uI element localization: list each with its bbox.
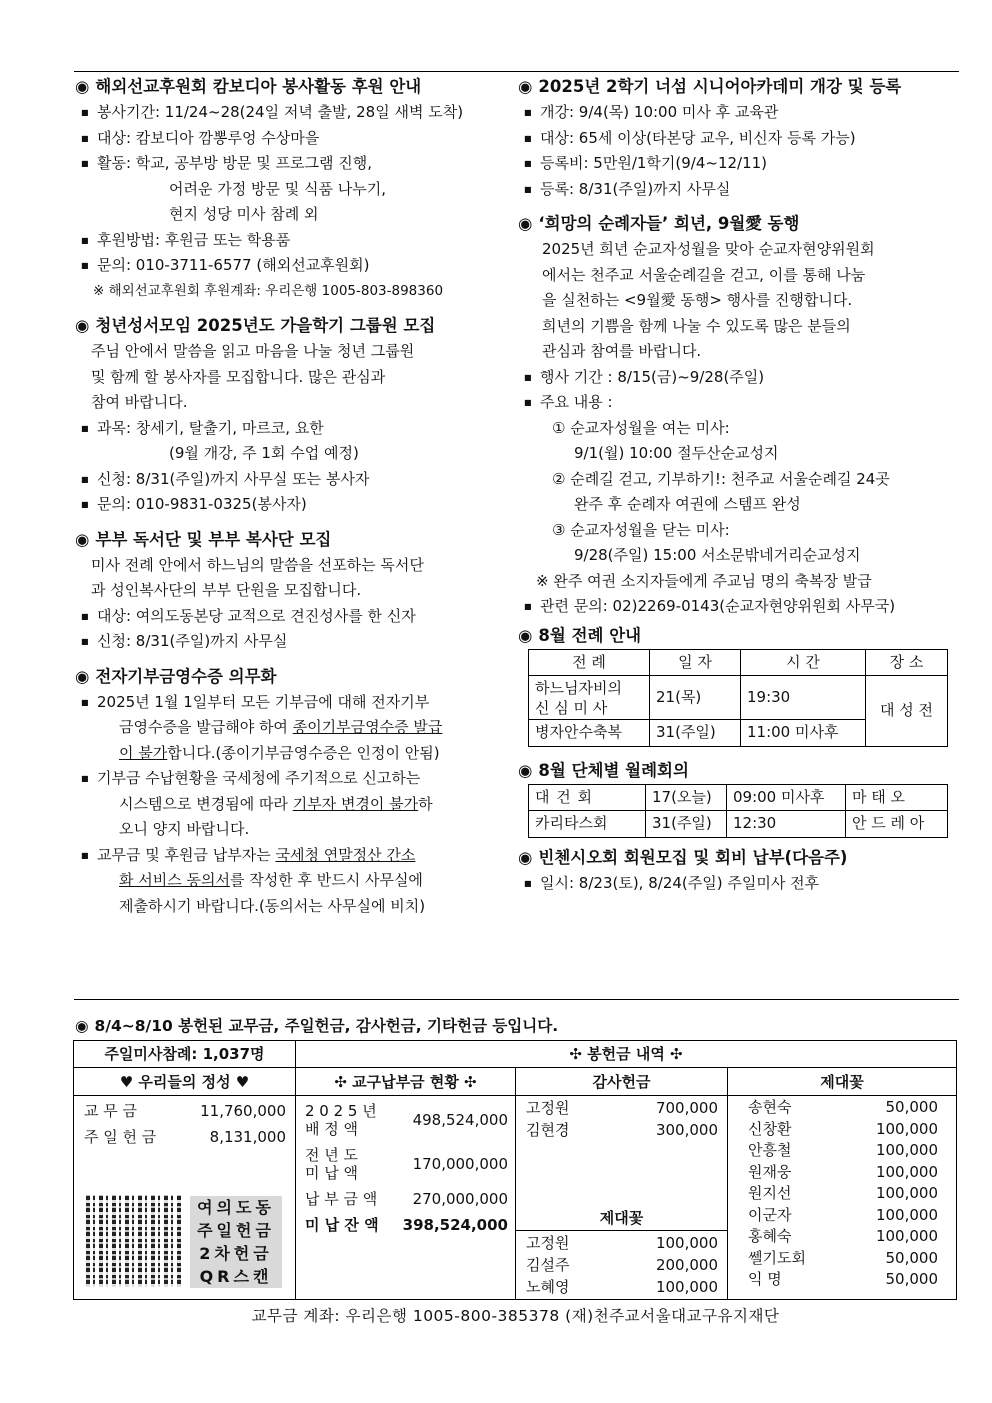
underlined-text: 화 서비스 동의서 (119, 871, 230, 889)
item-value: 100,000 (875, 1141, 938, 1159)
diocese-title: ✣ 교구납부금 현황 ✣ (334, 1073, 477, 1091)
paragraph-line: 및 함께 할 봉사자를 모집합니다. 많은 관심과 (91, 367, 386, 386)
item-name: 고정원 (526, 1099, 570, 1117)
qr-label-line: 2차헌금 (199, 1244, 273, 1263)
section-senior-academy: ◉ 2025년 2학기 너섬 시니어아카데미 개강 및 등록 ■ 개강: 9/4(목) 10:00 미사 후 교육관 ■ 대상: 65세 이상(타본당 교우, 비신자 등록 가능) ■ 등록비: 5만원/1학기(9/4~12/11) ■ 등록: 8/31(주일)까지 사무실 (518, 73, 963, 202)
list-item: ■ 활동: 학교, 공부방 방문 및 프로그램 진행, (75, 151, 520, 177)
section-liturgy: ◉ 8월 전례 안내 전 례 일 자 시 간 장 소 하느님자비의 신 심 미 사 21(목) 19:30 대 성 전 병자안수축복 31(주일) 11:00 미사후 (518, 622, 963, 747)
item-label: 납 부 금 액 (305, 1190, 378, 1208)
meetings-table (528, 784, 948, 838)
list-item-cont: 현지 성당 미사 참례 외 (169, 205, 319, 223)
list-item (305, 1142, 508, 1186)
list-item (748, 1119, 938, 1141)
item-name: 익 명 (748, 1270, 782, 1288)
table-cell: 대 건 회 (529, 784, 646, 811)
ours-title: ♥ 우리들의 정성 ♥ (119, 1073, 250, 1091)
top-rule (74, 71, 959, 72)
altar2-list (748, 1097, 938, 1291)
list-item (748, 1269, 938, 1291)
item-label: 미 납 잔 액 (305, 1216, 379, 1234)
section-pilgrims: ◉ ‘희망의 순례자들’ 희년, 9월愛 동행 2025년 희년 순교자성월을 맞아 순교자현양위원회 에서는 천주교 서울순례길을 걷고, 이를 통해 나눔 을 실천하는 <9월愛 동행> 행사를 진행합니다. 희년의 기쁨을 함께 나눌 수 있도록 많은 분들의 관심과 참여를 바랍니다. ■ 행사 기간 : 8/15(금)~9/28(주일) ■ 주요 내용 : ① 순교자성월을 여는 미사: 9/1(월) 10:00 절두산순교성지 ② 순례길 걷고, 기부하기!: 천주교 서울순례길 24곳 완주 후 순례자 여권에 스템프 완성 ③ 순교자성월을 닫는 미사: 9/28(주일) 15:00 서소문밖네거리순교성지 ※ 완주 여권 소지자들에게 주교님 명의 축복장 발급 ■ 관련 문의: 02)2269-0143(순교자현양위원회 사무국) (518, 210, 963, 620)
list-item: ■ 과목: 창세기, 탈출기, 마르코, 요한 (75, 416, 520, 442)
table-header: 시 간 (741, 649, 866, 676)
table-cell: 병자안수축복 (529, 720, 650, 747)
section-vincent: ◉ 빈첸시오회 회원모집 및 회비 납부(다음주) ■ 일시: 8/23(토), 8/24(주일) 주일미사 전후 (518, 844, 963, 897)
section-title: 8월 전례 안내 (538, 625, 642, 645)
section-title: 빈첸시오회 회원모집 및 회비 납부(다음주) (538, 847, 848, 867)
list-item: ■ 봉사기간: 11/24~28(24일 저녁 출발, 28일 새벽 도착) (75, 100, 520, 126)
item-name: 고정원 (526, 1234, 570, 1252)
list-item-cont (75, 741, 520, 767)
list-item: ■ 대상: 캄보디아 깜뽕루엉 수상마을 (75, 126, 520, 152)
left-column (75, 73, 520, 919)
sub-item: ② 순례길 걷고, 기부하기!: 천주교 서울순례길 24곳 (552, 469, 890, 488)
altar1-list (526, 1232, 718, 1298)
altar2-title: 제대꽃 (820, 1073, 864, 1091)
list-item-cont: 오니 양지 바랍니다. (119, 820, 250, 838)
item-name: 송현숙 (748, 1098, 792, 1116)
table-header: 일 자 (650, 649, 741, 676)
table-cell: 12:30 (727, 811, 846, 838)
divider (515, 1067, 516, 1299)
item-name: 노혜영 (526, 1278, 570, 1296)
item-value: 300,000 (655, 1121, 718, 1139)
section-cambodia: ◉ 해외선교후원회 캄보디아 봉사활동 후원 안내 ■ 봉사기간: 11/24~28(24일 저녁 출발, 28일 새벽 도착) ■ 대상: 캄보디아 깜뽕루엉 수상마을 ■ 활동: 학교, 공부방 방문 및 프로그램 진행, 어려운 가정 방문 및 식품 나누기, 현지 성당 미사 참례 외 ■ 후원방법: 후원금 또는 학용품 ■ 문의: 010-3711-6577 (해외선교후원회) ※ 해외선교후원회 후원계좌: 우리은행 1005-803-898360 (75, 73, 520, 304)
list-item (526, 1254, 718, 1276)
note: ※ 완주 여권 소지자들에게 주교님 명의 축복장 발급 (536, 571, 872, 590)
paragraph-line: 희년의 기쁨을 함께 나눌 수 있도록 많은 분들의 (542, 316, 851, 335)
item-name: 쎌기도회 (748, 1248, 806, 1267)
list-item: ■ 대상: 65세 이상(타본당 교우, 비신자 등록 가능) (518, 126, 963, 152)
thanks-title: 감사헌금 (592, 1073, 651, 1091)
qr-label-line: 주일헌금 (197, 1221, 275, 1240)
attendance: 주일미사참례: 1,037명 (104, 1045, 265, 1063)
list-item (305, 1100, 508, 1140)
item-value: 398,524,000 (402, 1216, 508, 1234)
offering-header: ✣ 봉헌금 내역 ✣ (569, 1045, 683, 1063)
item-label: 2 0 2 5 년 (305, 1102, 377, 1120)
list-item (84, 1124, 286, 1150)
cell-line: 하느님자비의 (535, 678, 622, 697)
table-cell: 19:30 (741, 676, 866, 720)
item-value: 11,760,000 (200, 1102, 286, 1120)
item-value: 100,000 (875, 1227, 938, 1245)
table-cell: 11:00 미사후 (741, 720, 866, 747)
section-title: ‘희망의 순례자들’ 희년, 9월愛 동행 (538, 214, 800, 233)
list-item: ■ 등록: 8/31(주일)까지 사무실 (518, 177, 963, 203)
list-item: ■ 대상: 여의도동본당 교적으로 견진성사를 한 신자 (75, 604, 520, 630)
list-item (526, 1119, 718, 1141)
item-value: 100,000 (875, 1184, 938, 1202)
list-item (748, 1205, 938, 1227)
underlined-text: 국세청 연말정산 간소 (275, 845, 416, 864)
table-cell: 카리타스회 (529, 811, 646, 838)
list-item (75, 843, 520, 869)
text: 교무금 및 후원금 납부자는 (97, 845, 276, 864)
item-value: 100,000 (875, 1205, 938, 1224)
section-couple-ministry: ◉ 부부 독서단 및 부부 복사단 모집 미사 전례 안에서 하느님의 말씀을 선포하는 독서단 과 성인복사단의 부부 단원을 모집합니다. ■ 대상: 여의도동본당 교적으로 견진성사를 한 신자 ■ 신청: 8/31(주일)까지 사무실 (75, 526, 520, 655)
section-e-receipt: ◉ 전자기부금영수증 의무화 ■ 2025년 1월 1일부터 모든 기부금에 대해 전자기부 금영수증을 발급해야 하여 종이기부금영수증 발급 이 불가합니다.(종이기부금영수증은 인정이 안됨) ■ 기부금 수납현황을 국세청에 주기적으로 신고하는 시스템으로 변경됨에 따라 기부자 변경이 불가하 오니 양지 바랍니다. ■ 교무금 및 후원금 납부자는 국세청 연말정산 간소 화 서비스 동의서를 작성한 후 반드시 사무실에 제출하시기 바랍니다.(동의서는 사무실에 비치) (75, 663, 520, 920)
table-header: 전 례 (529, 649, 650, 676)
text: 하 (418, 794, 433, 813)
list-item (526, 1276, 718, 1298)
sub-item-cont: 9/28(주일) 15:00 서소문밖네거리순교성지 (574, 546, 861, 564)
list-item: ■ 관련 문의: 02)2269-0143(순교자현양위원회 사무국) (518, 594, 963, 620)
list-item: ■ 문의: 010-3711-6577 (해외선교후원회) (75, 253, 520, 279)
item-value: 270,000,000 (412, 1190, 508, 1208)
altar1-title: 제대꽃 (599, 1209, 644, 1227)
list-item: ■ 신청: 8/31(주일)까지 사무실 또는 봉사자 (75, 467, 520, 493)
text: 를 작성한 후 반드시 사무실에 (229, 871, 423, 889)
item-value: 100,000 (655, 1234, 718, 1252)
text: 합니다.(종이기부금영수증은 인정이 안됨) (167, 743, 440, 762)
item-value: 100,000 (875, 1119, 938, 1138)
list-item-cont: 어려운 가정 방문 및 식품 나누기, (169, 179, 386, 198)
item-label: 배 정 액 (305, 1120, 359, 1138)
qr-label-line: QR스캔 (199, 1267, 273, 1286)
underlined-text: 이 불가 (119, 743, 168, 762)
item-label: 전 년 도 (305, 1146, 359, 1164)
item-value: 700,000 (655, 1099, 718, 1117)
text: 금영수증을 발급해야 하여 (119, 718, 293, 736)
sub-item-cont: 9/1(월) 10:00 절두산순교성지 (574, 444, 779, 462)
section-title: 2025년 2학기 너섬 시니어아카데미 개강 및 등록 (538, 77, 902, 96)
list-item: ■ 문의: 010-9831-0325(봉사자) (75, 492, 520, 518)
list-item (526, 1232, 718, 1254)
underlined-text: 종이기부금영수증 발급 (292, 718, 443, 736)
item-label: 주 일 헌 금 (84, 1128, 157, 1146)
list-item (526, 1097, 718, 1119)
item-label: 교 무 금 (84, 1102, 138, 1120)
list-item: ■ 2025년 1월 1일부터 모든 기부금에 대해 전자기부 (75, 690, 520, 716)
list-item-cont (75, 868, 520, 894)
offering-title-line: ◉ 8/4~8/10 봉헌된 교무금, 주일헌금, 감사헌금, 기타헌금 등입니다. (75, 1017, 559, 1035)
paragraph-line: 참여 바랍니다. (91, 393, 188, 411)
account-info: 교무금 계좌: 우리은행 1005-800-385378 (재)천주교서울대교구유지재단 (251, 1307, 780, 1325)
paragraph-line: 2025년 희년 순교자성월을 맞아 순교자현양위원회 (542, 240, 875, 258)
bottom-rule (74, 999, 959, 1000)
text: 시스템으로 변경됨에 따라 (119, 794, 293, 813)
table-cell (529, 676, 650, 720)
list-item: ■ 개강: 9/4(목) 10:00 미사 후 교육관 (518, 100, 963, 126)
item-value: 50,000 (885, 1248, 938, 1267)
paragraph-line: 과 성인복사단의 부부 단원을 모집합니다. (91, 581, 362, 599)
offering-title: 8/4~8/10 봉헌된 교무금, 주일헌금, 감사헌금, 기타헌금 등입니다. (94, 1017, 559, 1035)
paragraph-line: 에서는 천주교 서울순례길을 걷고, 이를 통해 나눔 (542, 265, 866, 284)
item-value: 200,000 (655, 1256, 718, 1274)
list-item: ■ 기부금 수납현황을 국세청에 주기적으로 신고하는 (75, 766, 520, 792)
item-name: 안흥철 (748, 1141, 792, 1159)
qr-label-line: 여의도동 (197, 1198, 275, 1217)
list-item: ■ 주요 내용 : (518, 390, 963, 416)
list-item (748, 1248, 938, 1270)
list-item: ■ 후원방법: 후원금 또는 학용품 (75, 228, 520, 254)
liturgy-table (528, 649, 948, 747)
thanks-list (526, 1097, 718, 1141)
list-item: ■ 행사 기간 : 8/15(금)~9/28(주일) (518, 365, 963, 391)
item-value: 8,131,000 (209, 1128, 286, 1146)
divider (516, 1230, 727, 1231)
section-meetings: ◉ 8월 단체별 월례회의 대 건 회 17(오늘) 09:00 미사후 마 태 오 카리타스회 31(주일) 12:30 안 드 레 아 (518, 757, 963, 838)
item-value: 100,000 (875, 1162, 938, 1181)
section-title: 8월 단체별 월례회의 (538, 760, 689, 780)
table-cell: 31(주일) (650, 720, 741, 747)
item-name: 신창환 (748, 1119, 792, 1138)
item-name: 홍혜숙 (748, 1227, 792, 1245)
list-item-cont: 제출하시기 바랍니다.(동의서는 사무실에 비치) (119, 896, 426, 915)
divider (727, 1067, 728, 1299)
table-header: 장 소 (866, 649, 948, 676)
item-label: 미 납 액 (305, 1164, 359, 1182)
table-cell: 17(오늘) (646, 784, 727, 811)
divider (74, 1095, 957, 1096)
paragraph-line: 을 실천하는 <9월愛 동행> 행사를 진행합니다. (542, 291, 853, 309)
list-item: ■ 등록비: 5만원/1학기(9/4~12/11) (518, 151, 963, 177)
item-name: 원재웅 (748, 1162, 792, 1181)
list-item (305, 1212, 508, 1238)
sub-item: ③ 순교자성월을 닫는 미사: (552, 520, 730, 539)
section-title: 부부 독서단 및 부부 복사단 모집 (95, 529, 332, 549)
account-note: ※ 해외선교후원회 후원계좌: 우리은행 1005-803-898360 (93, 282, 444, 299)
list-item (748, 1162, 938, 1184)
qr-code-icon[interactable] (86, 1195, 182, 1287)
list-item (748, 1140, 938, 1162)
list-item-cont: (9월 개강, 주 1회 수업 예정) (169, 444, 359, 462)
qr-label (190, 1196, 282, 1288)
paragraph-line: 관심과 참여를 바랍니다. (542, 342, 702, 360)
cell-line: 신 심 미 사 (535, 698, 608, 717)
table-cell: 09:00 미사후 (727, 784, 846, 811)
section-title: 청년성서모임 2025년도 가을학기 그룹원 모집 (95, 316, 436, 335)
list-item (748, 1183, 938, 1205)
table-cell: 31(주일) (646, 811, 727, 838)
diocese-list (305, 1100, 508, 1238)
list-item (748, 1226, 938, 1248)
ours-list (84, 1098, 286, 1150)
list-item (748, 1097, 938, 1119)
paragraph-line: 주님 안에서 말씀을 읽고 마음을 나눌 청년 그룹원 (91, 342, 415, 360)
section-title: 전자기부금영수증 의무화 (95, 666, 277, 686)
list-item-cont (75, 792, 520, 818)
table-cell: 마 태 오 (846, 784, 948, 811)
item-value: 498,524,000 (412, 1111, 508, 1129)
list-item (84, 1098, 286, 1124)
paragraph-line: 미사 전례 안에서 하느님의 말씀을 선포하는 독서단 (91, 555, 424, 574)
list-item-cont (75, 715, 520, 741)
item-value: 100,000 (655, 1278, 718, 1296)
list-item: ■ 일시: 8/23(토), 8/24(주일) 주일미사 전후 (518, 871, 963, 897)
list-item (305, 1186, 508, 1212)
section-youth-bible: ◉ 청년성서모임 2025년도 가을학기 그룹원 모집 주님 안에서 말씀을 읽고 마음을 나눌 청년 그룹원 및 함께 할 봉사자를 모집합니다. 많은 관심과 참여 바랍니다. ■ 과목: 창세기, 탈출기, 마르코, 요한 (9월 개강, 주 1회 수업 예정) ■ 신청: 8/31(주일)까지 사무실 또는 봉사자 ■ 문의: 010-9831-0325(봉사자) (75, 312, 520, 518)
table-cell: 안 드 레 아 (846, 811, 948, 838)
list-item: ■ 신청: 8/31(주일)까지 사무실 (75, 629, 520, 655)
item-name: 김설주 (526, 1256, 570, 1274)
sub-item: ① 순교자성월을 여는 미사: (552, 418, 730, 437)
item-value: 170,000,000 (412, 1155, 508, 1173)
table-cell: 대 성 전 (866, 676, 948, 747)
item-name: 김현경 (526, 1121, 570, 1139)
sub-item-cont: 완주 후 순례자 여권에 스템프 완성 (574, 495, 801, 513)
item-value: 50,000 (885, 1098, 938, 1116)
item-value: 50,000 (885, 1270, 938, 1288)
underlined-text: 기부자 변경이 불가 (292, 794, 419, 813)
right-column (518, 73, 963, 896)
section-title: 해외선교후원회 캄보디아 봉사활동 후원 안내 (95, 77, 422, 96)
item-name: 원지선 (748, 1184, 792, 1202)
item-name: 이군자 (748, 1205, 792, 1224)
table-cell: 21(목) (650, 676, 741, 720)
